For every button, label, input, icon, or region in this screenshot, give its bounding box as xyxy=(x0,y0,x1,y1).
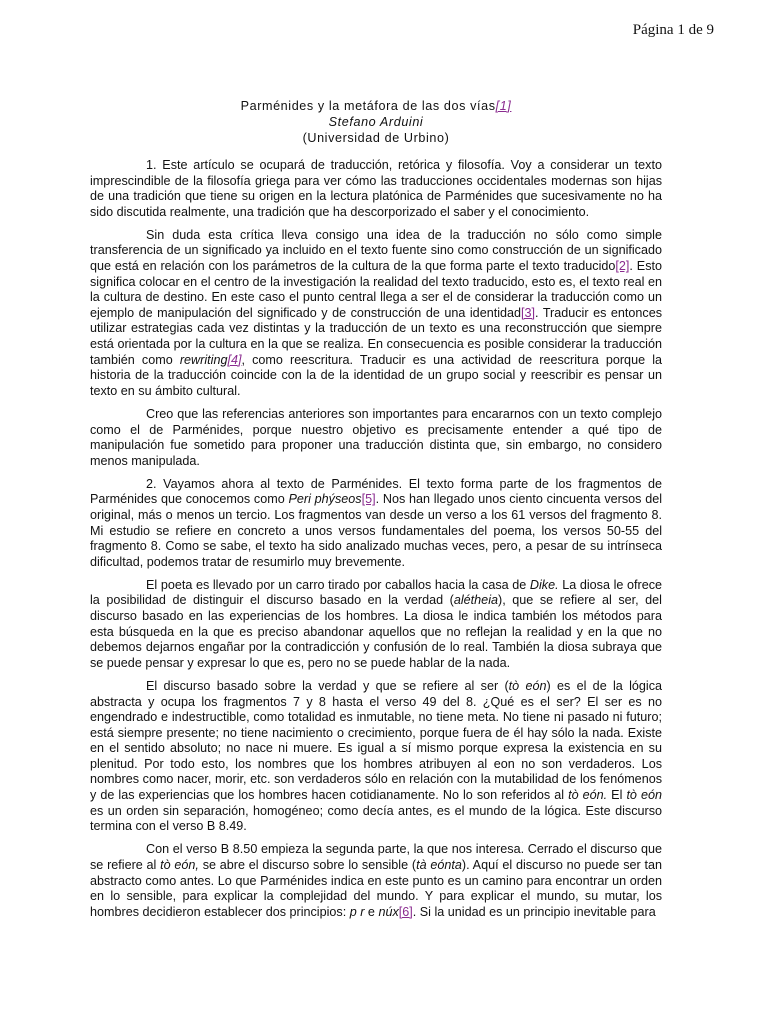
paragraph-1: 1. Este artículo se ocupará de traducción, retórica y filosofía. Voy a considerar un texto imprescindible de la filosofía griega para ver cómo las traducciones occidentales modernas son hijas de una tradición que tiene su origen en la lectura platónica de Parménides que sucesivamente no ha sido discutida realmente, una tradición que ha descorporizado el saber y el conocimiento. xyxy=(90,158,662,219)
footnote-link-2[interactable]: [2] xyxy=(615,259,630,274)
paragraph-5: El poeta es llevado por un carro tirado por caballos hacia la casa de Dike. La diosa le ofrece la posibilidad de distinguir el discurso basado en la verdad (alétheia), que se refiere al ser, del discurso basado en las experiencias de los hombres. La diosa le indica también los métodos para esta búsqueda en la que es preciso abandonar aquellos que no reflejan la realidad y en la que no debemos dejarnos engañar por la contradicción y confusión de lo real. También la diosa subraya que se puede pensar y expresar lo que es, pero no se puede hablar de la nada. xyxy=(90,577,662,670)
footnote-link-4[interactable]: [4] xyxy=(227,352,242,367)
paragraph-4: 2. Vayamos ahora al texto de Parménides. El texto forma parte de los fragmentos de Parménides que conocemos como Peri phýseos[5]. Nos han llegado unos ciento cincuenta versos del original, más o menos un tercio. Los fragmentos van desde un verso a los 61 versos del fragmento 8. Mi estudio se refiere en concreto a unos versos fundamentales del poema, los versos 50-55 del fragmento 8. Como se sabe, el texto ha sido analizado muchas veces, pero, a pesar de su intrínseca dificultad, podemos tratar de resumirlo muy brevemente. xyxy=(90,476,662,569)
author-name: Stefano Arduini xyxy=(328,115,424,129)
article-title: Parménides y la metáfora de las dos vías[1] xyxy=(240,99,512,113)
title-block xyxy=(90,98,662,146)
paragraph-3: Creo que las referencias anteriores son importantes para encararnos con un texto complejo como el de Parménides, porque nuestro objetivo es precisamente entender a qué tipo de manipulación fue sometido para proponer una traducción distinta que, sin embargo, no considero menos manipulada. xyxy=(90,406,662,468)
footnote-link-5[interactable]: [5] xyxy=(361,492,376,507)
footnote-link-3[interactable]: [3] xyxy=(521,305,536,320)
paragraph-7: Con el verso B 8.50 empieza la segunda parte, la que nos interesa. Cerrado el discurso que se refiere al tò eón, se abre el discurso sobre lo sensible (tà eónta). Aquí el discurso no puede ser tan abstracto como antes. Lo que Parménides indica en este punto es un camino para encontrar un orden en lo sensible, para explicar la complejidad del mundo. Y para explicar el mundo, su mutar, los hombres decidieron establecer dos principios: p r e núx[6]. Si la unidad es un principio inevitable para xyxy=(90,842,662,919)
page-counter: Página 1 de 9 xyxy=(632,22,714,38)
footnote-link-6[interactable]: [6] xyxy=(398,904,413,919)
affiliation: (Universidad de Urbino) xyxy=(302,131,450,145)
footnote-link-1[interactable]: [1] xyxy=(495,99,512,113)
document-body xyxy=(90,98,662,928)
paragraph-6: El discurso basado sobre la verdad y que se refiere al ser (tò eón) es el de la lógica abstracta y ocupa los fragmentos 7 y 8 hasta el verso 49 del 8. ¿Qué es el ser? El ser es no engendrado e indestructible, como totalidad es inmutable, no tiene meta. No tiene ni pasado ni futuro; está siempre presente; no tiene nacimiento o crecimiento, porque fuera de él hay sólo la nada. Existe en el sentido absoluto; no nace ni muere. Es igual a sí mismo porque expresa la existencia en su plenitud. Por todo esto, los nombres que los hombres atribuyen al eon no son verdaderos. Los nombres como nacer, morir, etc. son verdaderos sólo en relación con la mutabilidad de los fenómenos y de las experiencias que los hombres hacen cotidianamente. No lo son referidos al tò eón. El tò eón es un orden sin separación, homogéneo; como decía antes, es el mundo de la lógica. Este discurso termina con el verso B 8.49. xyxy=(90,678,663,834)
paragraph-2: Sin duda esta crítica lleva consigo una idea de la traducción no sólo como simple transferencia de un significado ya incluido en el texto fuente sino como construcción de un significado que está en relación con los parámetros de la cultura de la que forma parte el texto traducido[2]. Esto significa colocar en el centro de la investigación la realidad del texto traducido, esto es, el texto real en la cultura de destino. En este caso el punto central llega a ser el de considerar la traducción como un ejemplo de manipulación del significado y de construcción de una identidad[3]. Traducir es entonces utilizar estrategias cada vez distintas y la traducción de un texto es una reconstrucción que siempre está orientada por la cultura en la que se realiza. En consecuencia es posible considerar la traducción también como rewriting[4], como reescritura. Traducir es una actividad de reescritura porque la historia de la traducción coincide con la de la identidad de un grupo social y reescribir es pensar un texto en su ámbito cultural. xyxy=(90,227,663,398)
